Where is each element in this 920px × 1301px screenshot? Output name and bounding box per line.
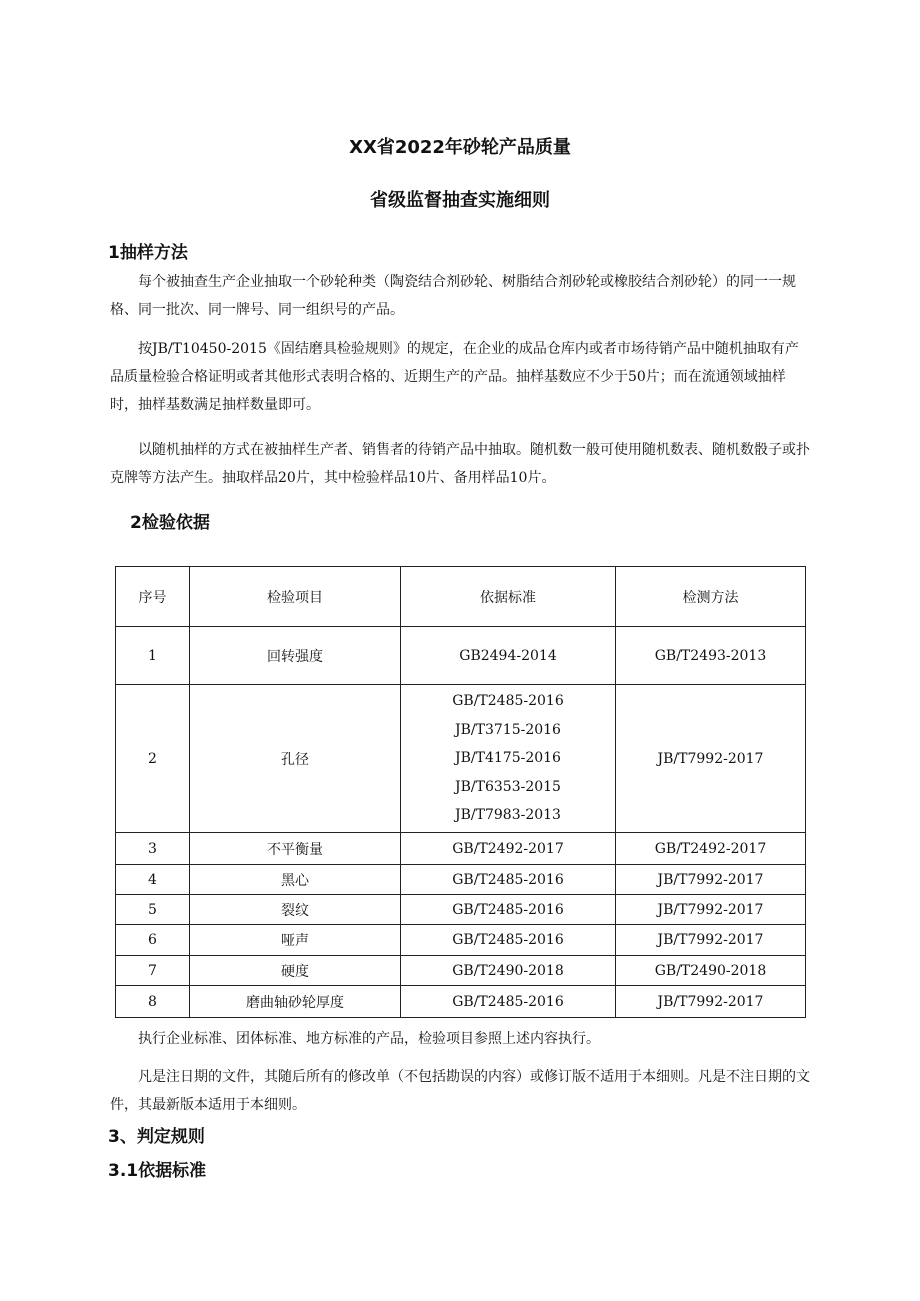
document-subtitle: 省级监督抽查实施细则 [370,190,550,211]
col-header-standard: 依据标准 [401,567,616,627]
section2-heading: 2检验依据 [130,513,210,533]
standard-line: GB/T2485-2016 [452,693,564,710]
cell-item: 孔径 [190,685,401,833]
cell-no: 6 [116,925,190,956]
cell-standard: GB/T2490-2018 [401,956,616,986]
standard-line: JB/T4175-2016 [455,750,561,767]
cell-no: 5 [116,895,190,925]
cell-item: 黑心 [190,865,401,895]
standard-line: JB/T7983-2013 [455,807,561,824]
section1-heading: 1抽样方法 [108,243,188,263]
cell-item: 回转强度 [190,627,401,685]
cell-no: 8 [116,986,190,1018]
cell-method: GB/T2493-2013 [616,627,806,685]
cell-no: 4 [116,865,190,895]
table-row [116,986,806,1018]
section1-paragraph: 每个被抽查生产企业抽取一个砂轮种类（陶瓷结合剂砂轮、树脂结合剂砂轮或橡胶结合剂砂轮）的同一一规格、同一批次、同一牌号、同一组织号的产品。 [110,274,796,318]
table-row [116,685,806,833]
col-header-item: 检验项目 [190,567,401,627]
cell-method: JB/T7992-2017 [616,925,806,956]
section1-paragraph: 按JB/T10450-2015《固结磨具检验规则》的规定，在企业的成品仓库内或者市场待销产品中随机抽取有产品质量检验合格证明或者其他形式表明合格的、近期生产的产品。抽样基数应不少于50片；而在流通领域抽样时，抽样基数满足抽样数量即可。 [110,341,799,413]
cell-standard: GB/T2485-2016 [401,986,616,1018]
cell-standard: GB2494-2014 [401,627,616,685]
cell-standard: GB/T2485-2016 [401,865,616,895]
cell-item: 哑声 [190,925,401,956]
col-header-method: 检测方法 [616,567,806,627]
note-paragraph: 凡是注日期的文件，其随后所有的修改单（不包括勘误的内容）或修订版不适用于本细则。凡是不注日期的文件，其最新版本适用于本细则。 [110,1069,810,1113]
cell-method: JB/T7992-2017 [616,685,806,833]
cell-item: 不平衡量 [190,833,401,865]
cell-no: 3 [116,833,190,865]
standard-line: JB/T6353-2015 [455,778,561,795]
cell-standard-list [401,685,616,833]
col-header-no: 序号 [116,567,190,627]
section1-paragraph: 以随机抽样的方式在被抽样生产者、销售者的待销产品中抽取。随机数一般可使用随机数表、随机数骰子或扑克牌等方法产生。抽取样品20片，其中检验样品10片、备用样品10片。 [110,442,810,486]
cell-method: GB/T2490-2018 [616,956,806,986]
cell-item: 硬度 [190,956,401,986]
cell-standard: GB/T2492-2017 [401,833,616,865]
table-row [116,925,806,956]
cell-method: JB/T7992-2017 [616,865,806,895]
cell-standard: GB/T2485-2016 [401,895,616,925]
cell-method: JB/T7992-2017 [616,986,806,1018]
inspection-table [115,566,806,1018]
standard-line: JB/T3715-2016 [455,721,561,738]
note-paragraph: 执行企业标准、团体标准、地方标准的产品，检验项目参照上述内容执行。 [138,1031,600,1047]
section3-subheading: 3.1依据标准 [108,1161,207,1181]
table-row [116,865,806,895]
cell-no: 2 [116,685,190,833]
cell-method: JB/T7992-2017 [616,895,806,925]
table-row [116,833,806,865]
table-row [116,895,806,925]
cell-item: 磨曲轴砂轮厚度 [190,986,401,1018]
cell-standard: GB/T2485-2016 [401,925,616,956]
document-title: XX省2022年砂轮产品质量 [349,137,571,158]
cell-method: GB/T2492-2017 [616,833,806,865]
section3-heading: 3、判定规则 [108,1127,205,1147]
table-header-row [116,567,806,627]
cell-item: 裂纹 [190,895,401,925]
table-row [116,627,806,685]
cell-no: 7 [116,956,190,986]
table-row [116,956,806,986]
cell-no: 1 [116,627,190,685]
